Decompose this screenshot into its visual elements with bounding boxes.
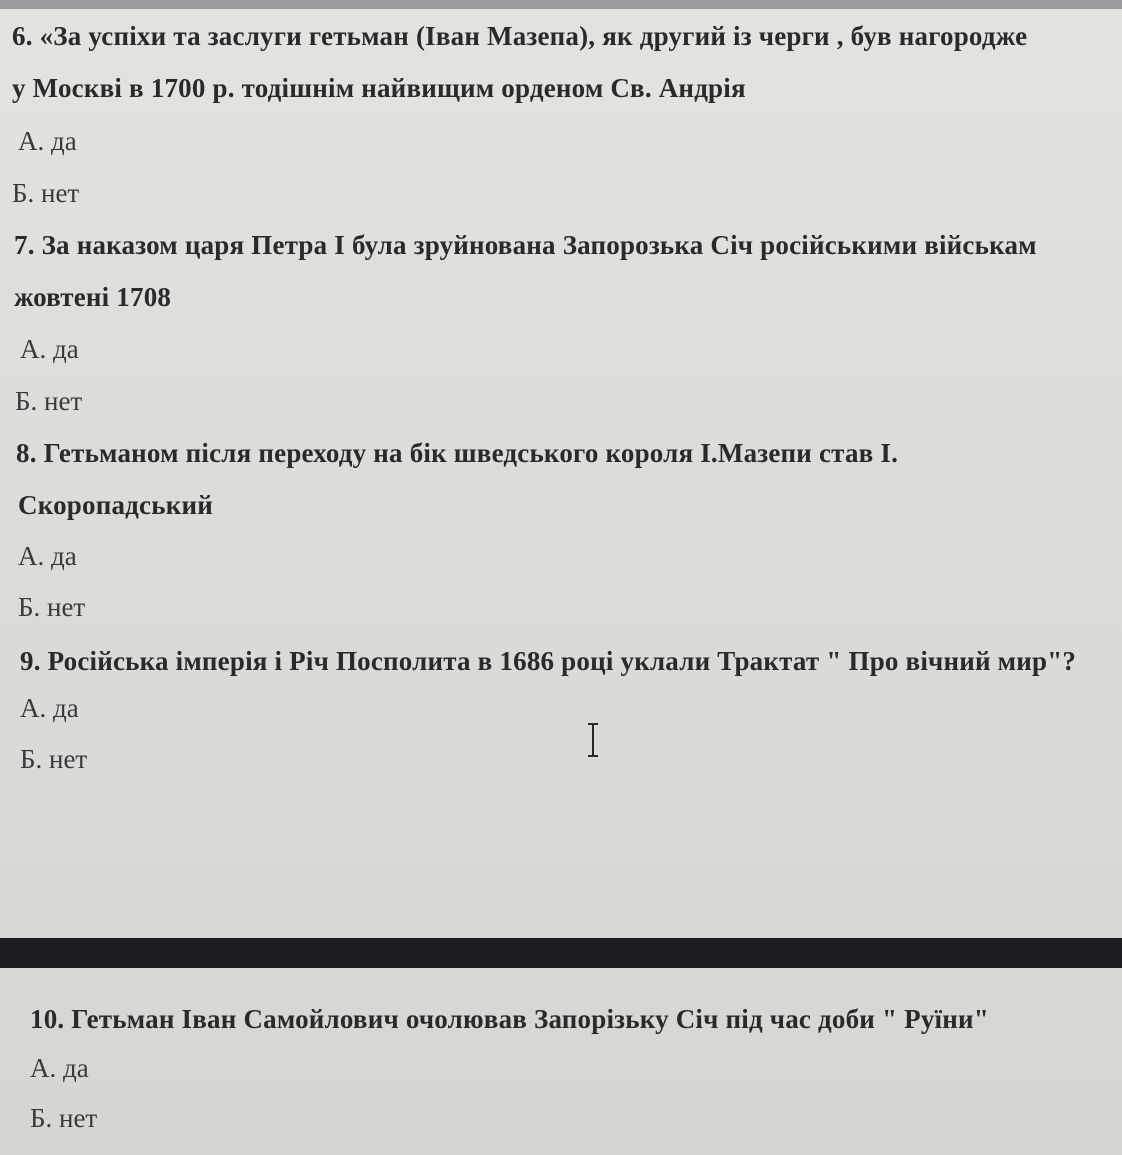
document-page-upper[interactable] (0, 9, 1122, 937)
question-6-line-2: у Москві в 1700 р. тодішнім найвищим орденом Св. Андрія (12, 73, 746, 103)
question-6-option-a: А. да (18, 126, 77, 156)
question-7-option-a: А. да (20, 334, 79, 364)
question-7-option-b: Б. нет (15, 386, 83, 416)
text-cursor-icon (586, 723, 600, 757)
page-break-bar (0, 938, 1122, 968)
question-10-line-1: 10. Гетьман Іван Самойлович очолював Запорізьку Січ під час доби " Руїни" (30, 1004, 989, 1034)
question-9-option-b: Б. нет (20, 744, 88, 774)
question-6-option-b: Б. нет (12, 178, 80, 208)
window-top-edge (0, 0, 1122, 9)
question-10-option-b: Б. нет (30, 1103, 98, 1133)
question-10-option-a: А. да (30, 1053, 89, 1083)
question-9-line-1: 9. Російська імперія і Річ Посполита в 1686 році уклали Трактат " Про вічний мир"? (20, 646, 1077, 676)
document-page-lower[interactable] (0, 968, 1122, 1155)
question-8-line-1: 8. Гетьманом після переходу на бік шведського короля І.Мазепи став І. (16, 438, 899, 468)
question-7-line-2: жовтені 1708 (14, 282, 172, 312)
question-8-option-b: Б. нет (18, 592, 86, 622)
question-6-line-1: 6. «За успіхи та заслуги гетьман (Іван Мазепа), як другий із черги , був нагородже (12, 21, 1028, 51)
question-8-option-a: А. да (18, 541, 77, 571)
question-8-line-2: Скоропадський (18, 490, 213, 520)
question-9-option-a: А. да (20, 693, 79, 723)
question-7-line-1: 7. За наказом царя Петра І була зруйнована Запорозька Січ російськими військам (14, 230, 1037, 260)
